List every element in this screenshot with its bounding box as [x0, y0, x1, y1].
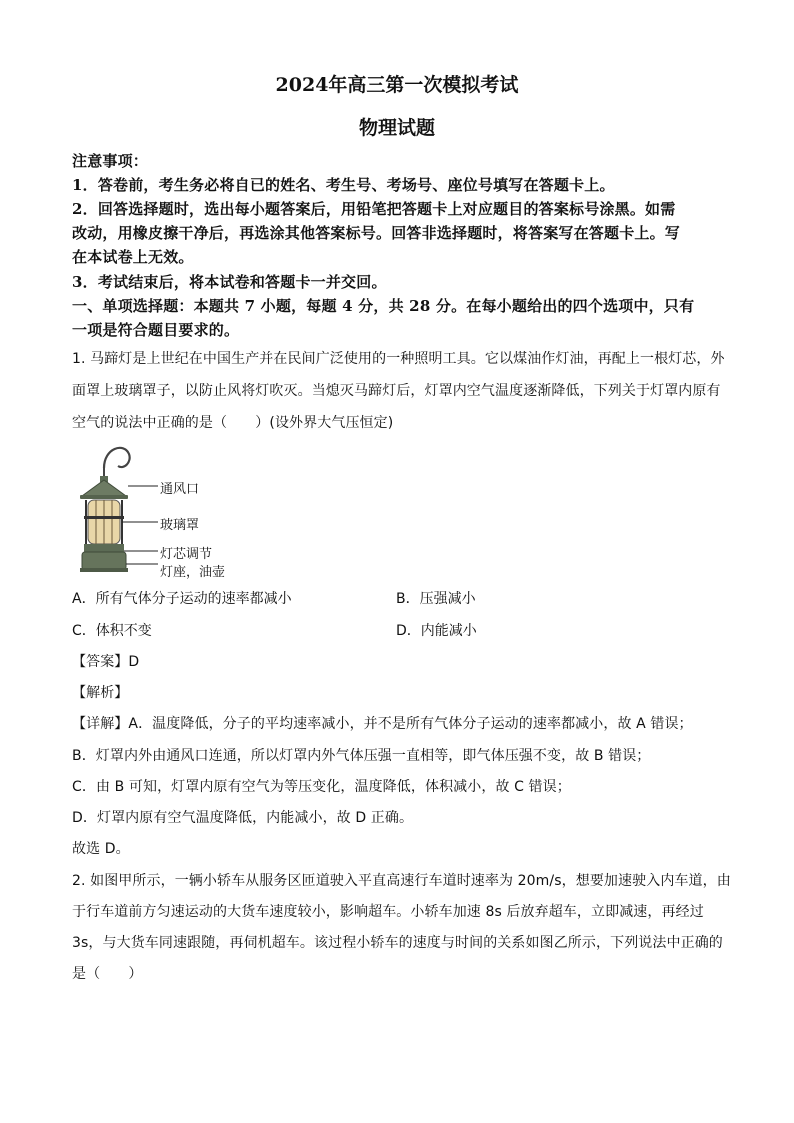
label-vent: 通风口 — [160, 482, 200, 497]
lantern-figure — [74, 440, 274, 580]
q2-stem: 于行车道前方匀速运动的大货车速度较小，影响超车。小轿车加速 8s 后放弃超车，立即减速，再经过 — [72, 904, 704, 920]
q1-option-d: D．内能减小 — [396, 623, 477, 639]
q1-analysis-heading: 【解析】 — [72, 685, 129, 701]
q1-analysis: C．由 B 可知，灯罩内原有空气为等压变化，温度降低，体积减小，故 C 错误； — [72, 779, 571, 795]
q1-analysis: D．灯罩内原有空气温度降低，内能减小，故 D 正确。 — [72, 810, 414, 826]
exam-title: 2024年高三第一次模拟考试 — [275, 74, 519, 96]
q1-option-b: B．压强减小 — [396, 591, 476, 607]
q1-stem: 空气的说法中正确的是（ ）(设外界大气压恒定) — [72, 415, 394, 431]
label-base: 灯座，油壶 — [160, 565, 226, 580]
notice-item: 改动，用橡皮擦干净后，再选涂其他答案标号。回答非选择题时，将答案写在答题卡上。写 — [72, 224, 681, 242]
q1-option-a: A．所有气体分子运动的速率都减小 — [72, 591, 292, 607]
q1-analysis: 故选 D。 — [72, 841, 130, 857]
notice-item: 2．回答选择题时，选出每小题答案后，用铅笔把答题卡上对应题目的答案标号涂黑。如需 — [72, 200, 676, 218]
notice-item: 1．答卷前，考生务必将自已的姓名、考生号、考场号、座位号填写在答题卡上。 — [72, 176, 615, 194]
label-wick: 灯芯调节 — [160, 547, 213, 562]
q1-option-c: C．体积不变 — [72, 623, 152, 639]
notice-item: 3．考试结束后，将本试卷和答题卡一并交回。 — [72, 273, 387, 291]
q1-stem: 1. 马蹄灯是上世纪在中国生产并在民间广泛使用的一种照明工具。它以煤油作灯油，再配上一根灯芯，外 — [72, 351, 725, 367]
section-heading: 一、单项选择题：本题共 7 小题，每题 4 分，共 28 分。在每小题给出的四个选项中，只有 — [72, 297, 695, 315]
notice-item: 在本试卷上无效。 — [72, 248, 194, 266]
section-heading-cont: 一项是符合题目要求的。 — [72, 321, 240, 339]
label-glass: 玻璃罩 — [160, 518, 200, 533]
q1-answer: 【答案】D — [72, 654, 140, 670]
exam-subtitle: 物理试题 — [358, 117, 435, 139]
q2-stem: 是（ ） — [72, 966, 143, 982]
notice-heading: 注意事项： — [72, 152, 149, 170]
q1-analysis: B．灯罩内外由通风口连通，所以灯罩内外气体压强一直相等，即气体压强不变，故 B 错误； — [72, 748, 651, 764]
q2-stem: 2. 如图甲所示，一辆小轿车从服务区匝道驶入平直高速行车道时速率为 20m/s，想要加速驶入内车道，由 — [72, 873, 731, 889]
q2-stem: 3s，与大货车同速跟随，再伺机超车。该过程小轿车的速度与时间的关系如图乙所示，下列说法中正确的 — [72, 935, 723, 951]
q1-analysis: 【详解】A．温度降低，分子的平均速率减小，并不是所有气体分子运动的速率都减小，故 A 错误； — [72, 716, 693, 732]
q1-stem: 面罩上玻璃罩子，以防止风将灯吹灭。当熄灭马蹄灯后，灯罩内空气温度逐渐降低，下列关于灯罩内原有 — [72, 383, 721, 399]
